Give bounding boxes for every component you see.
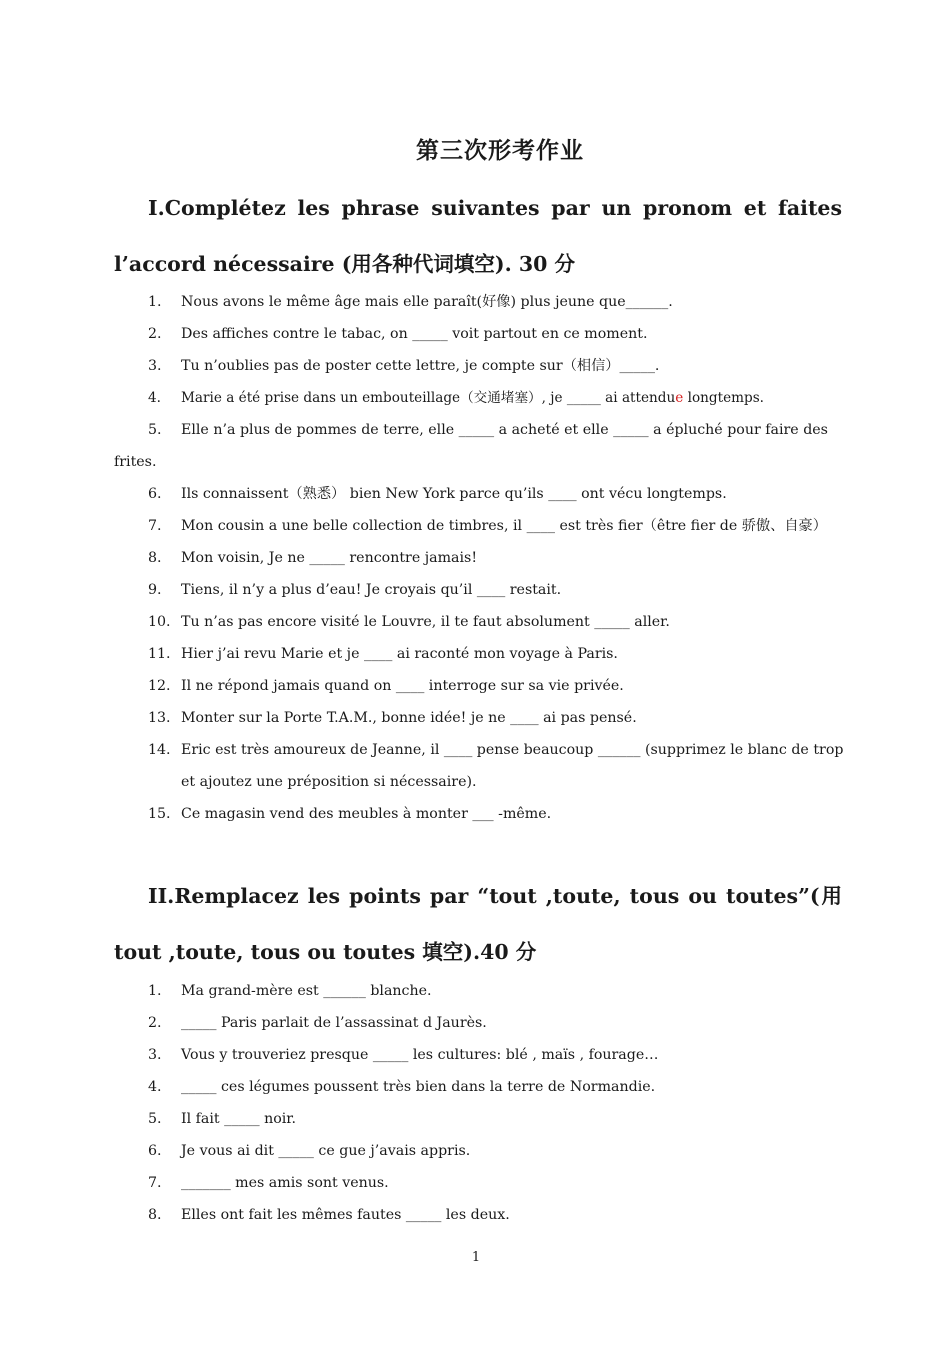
list-item	[114, 1039, 844, 1071]
item-text: Tu n’as pas encore visité le Louvre, il te faut absolument _____ aller.	[181, 614, 670, 630]
item-number: 6.	[148, 1143, 162, 1159]
item-text: _____ ces légumes poussent très bien dans la terre de Normandie.	[181, 1079, 656, 1095]
list-item	[114, 638, 844, 670]
highlighted-ending: e	[675, 390, 684, 406]
item-number: 3.	[148, 358, 162, 374]
list-item	[114, 1199, 844, 1231]
item-number: 4.	[148, 1079, 162, 1095]
list-item	[114, 1135, 844, 1167]
item-text: Ce magasin vend des meubles à monter ___ -même.	[181, 806, 552, 822]
section1-heading-line1: I.Complétez les phrase suivantes par un pronom et faites	[148, 196, 842, 220]
item-number: 4.	[148, 390, 161, 406]
section2-heading-line1: II.Remplacez les points par “tout ,toute, tous ou toutes”(用	[148, 884, 842, 908]
section2-heading	[114, 868, 842, 980]
item-number: 8.	[148, 1207, 162, 1223]
item-text: Hier j’ai revu Marie et je ____ ai raconté mon voyage à Paris.	[181, 646, 618, 662]
item-text: Nous avons le même âge mais elle paraît(好像) plus jeune que______.	[181, 294, 673, 310]
item-text: Elle n’a plus de pommes de terre, elle _____ a acheté et elle _____ a épluché pour faire des frites.	[114, 422, 828, 470]
item-number: 8.	[148, 550, 162, 566]
item-number: 15.	[148, 806, 171, 822]
item-number: 12.	[148, 678, 171, 694]
page-title: 第三次形考作业	[416, 137, 584, 164]
list-item	[114, 414, 844, 478]
list-item	[114, 1167, 844, 1199]
section1-heading-line2: l’accord nécessaire (用各种代词填空). 30 分	[114, 252, 576, 276]
item-text: Vous y trouveriez presque _____ les cultures: blé , maïs , fourage…	[181, 1047, 659, 1063]
section2-heading-line2: tout ,toute, tous ou toutes 填空).40 分	[114, 940, 537, 964]
item-number: 7.	[148, 518, 162, 534]
item-text: Je vous ai dit _____ ce gue j’avais appris.	[181, 1143, 471, 1159]
list-item	[114, 350, 844, 382]
item-text: Il ne répond jamais quand on ____ interroge sur sa vie privée.	[181, 678, 624, 694]
item-text: Tu n’oublies pas de poster cette lettre, je compte sur（相信）_____.	[181, 358, 660, 374]
item-number: 7.	[148, 1175, 162, 1191]
item-number: 10.	[148, 614, 171, 630]
list-item	[114, 382, 844, 414]
item-text: Elles ont fait les mêmes fautes _____ les deux.	[181, 1207, 510, 1223]
item-text: Eric est très amoureux de Jeanne, il ____ pense beaucoup ______ (supprimez le blanc de trop et ajoutez une préposition si nécessaire).	[181, 742, 844, 790]
item-number: 1.	[148, 983, 162, 999]
list-item	[114, 286, 844, 318]
item-number: 11.	[148, 646, 171, 662]
item-text: Ma grand-mère est ______ blanche.	[181, 983, 432, 999]
item-number: 1.	[148, 294, 162, 310]
item-text: Tiens, il n’y a plus d’eau! Je croyais qu’il ____ restait.	[181, 582, 562, 598]
list-item	[114, 574, 844, 606]
item-text: _______ mes amis sont venus.	[181, 1175, 389, 1191]
list-item	[114, 975, 844, 1007]
item-text: Des affiches contre le tabac, on _____ voit partout en ce moment.	[181, 326, 648, 342]
item-number: 3.	[148, 1047, 162, 1063]
item-text: Mon voisin, Je ne _____ rencontre jamais!	[181, 550, 478, 566]
item-number: 9.	[148, 582, 162, 598]
item-text: Ils connaissent（熟悉） bien New York parce qu’ils ____ ont vécu longtemps.	[181, 486, 727, 502]
list-item	[114, 318, 844, 350]
item-number: 2.	[148, 326, 162, 342]
list-item	[114, 702, 844, 734]
list-item	[114, 670, 844, 702]
item-number: 14.	[148, 742, 171, 758]
item-number: 5.	[148, 422, 162, 438]
item-text: Il fait _____ noir.	[181, 1111, 297, 1127]
item-text: Mon cousin a une belle collection de timbres, il ____ est très fier（être fier de 骄傲、自豪）	[181, 518, 827, 534]
item-number: 6.	[148, 486, 162, 502]
page-number: 1	[471, 1250, 481, 1265]
section1-exercise-list	[114, 286, 844, 830]
list-item	[114, 1103, 844, 1135]
item-number: 5.	[148, 1111, 162, 1127]
item-text-end: longtemps.	[683, 390, 765, 406]
list-item	[114, 606, 844, 638]
item-text: Monter sur la Porte T.A.M., bonne idée! je ne ____ ai pas pensé.	[181, 710, 637, 726]
item-number: 2.	[148, 1015, 162, 1031]
list-item	[114, 542, 844, 574]
list-item	[114, 1007, 844, 1039]
item-text: _____ Paris parlait de l’assassinat d Jaurès.	[181, 1015, 487, 1031]
list-item	[114, 510, 844, 542]
item-text: Marie a été prise dans un embouteillage（交通堵塞）, je _____ ai attendu	[181, 390, 676, 406]
section1-heading	[114, 180, 842, 292]
section2-exercise-list	[114, 975, 844, 1231]
item-number: 13.	[148, 710, 171, 726]
list-item	[114, 734, 844, 798]
list-item	[114, 798, 844, 830]
list-item	[114, 1071, 844, 1103]
list-item	[114, 478, 844, 510]
